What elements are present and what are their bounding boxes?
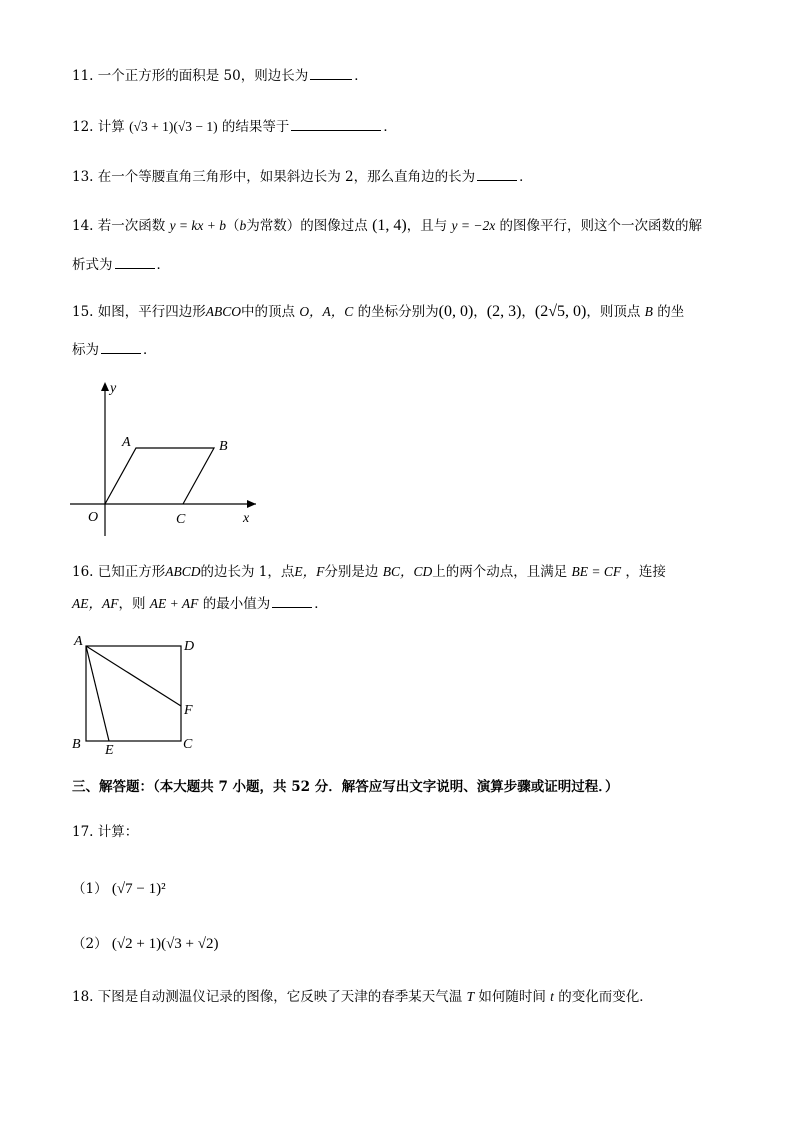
q16-expression: AE + AF <box>149 596 199 611</box>
q18-var-t-cap: T <box>466 989 475 1004</box>
label-d: D <box>184 639 195 654</box>
figure-15-parallelogram <box>60 378 270 538</box>
q16-text-2: 的边长为 1，点 <box>200 564 295 580</box>
q15-text-2: 中的顶点 <box>241 304 296 320</box>
q14-text-2: 为常数）的图像过点 <box>246 218 368 234</box>
square-abcd <box>86 646 181 741</box>
question-13 <box>72 167 533 187</box>
q15-vars: O，A，C <box>299 304 354 319</box>
q16-text-4: 上的两个动点，且满足 <box>432 564 568 580</box>
question-15-line-2 <box>72 340 157 360</box>
label-f: F <box>184 703 193 718</box>
question-12 <box>72 117 397 137</box>
q15-point-2: (2, 3) <box>486 303 522 320</box>
q16-text: 16. 已知正方形 <box>72 564 166 580</box>
question-11 <box>72 66 368 86</box>
q16-vars: E，F <box>294 564 325 579</box>
q17-p1-label: （1） <box>72 881 108 897</box>
q12-prefix: 12. 计算 <box>72 119 125 135</box>
q15-point-1: (0, 0) <box>438 303 474 320</box>
segment-ae <box>86 646 109 741</box>
q14-b-var: b <box>239 218 247 233</box>
label-a: A <box>122 435 131 450</box>
q15-b-var: B <box>644 304 653 319</box>
question-14-line-1 <box>72 216 702 236</box>
q14-text-3: ，且与 <box>406 218 448 234</box>
q16-name: ABCD <box>165 564 201 579</box>
answer-blank <box>101 341 141 354</box>
q14-function-2: y = −2x <box>451 218 496 233</box>
q14-text: 14. 若一次函数 <box>72 218 166 234</box>
answer-blank <box>272 595 312 608</box>
label-c: C <box>183 737 193 752</box>
q17-p2-expression: (√2 + 1)(√3 + √2) <box>111 936 219 952</box>
question-17-part-1 <box>72 879 166 899</box>
q13-text: 13. 在一个等腰直角三角形中，如果斜边长为 2，那么直角边的长为 <box>72 169 476 185</box>
figure-16-square <box>66 630 206 756</box>
section-3-title: 三、解答题：（本大题共 7 小题，共 52 分．解答应写出文字说明、演算步骤或证明过程．） <box>72 779 619 795</box>
q17-p1-expression: (√7 − 1)² <box>111 881 166 897</box>
answer-blank <box>477 168 517 181</box>
question-18 <box>72 987 653 1007</box>
q15-sep-1: ， <box>473 304 487 320</box>
q16-end: ． <box>314 596 328 612</box>
label-b: B <box>72 737 81 752</box>
q11-text: 11. 一个正方形的面积是 50，则边长为 <box>72 68 309 84</box>
q12-expression: (√3 + 1)(√3 − 1) <box>129 119 218 134</box>
q14-text-4: 的图像平行，则这个一次函数的解 <box>499 218 703 234</box>
q16-text-3: 分别是边 <box>324 564 379 580</box>
q16-text-7: 的最小值为 <box>202 596 271 612</box>
q12-end: ． <box>383 119 397 135</box>
q15-text: 15. 如图，平行四边形 <box>72 304 206 320</box>
q18-text-2: 如何随时间 <box>478 989 546 1005</box>
q16-vars-2: AE，AF <box>72 596 119 611</box>
parallelogram-abco <box>105 448 214 504</box>
q11-end: ． <box>354 68 368 84</box>
label-x: x <box>243 511 250 526</box>
question-17-title: 17. 计算： <box>72 824 139 840</box>
answer-blank <box>291 118 381 131</box>
label-o: O <box>88 510 99 525</box>
q15-text-6: 标为 <box>72 342 99 358</box>
q14-end: ． <box>156 257 170 273</box>
label-y: y <box>110 381 117 396</box>
label-c: C <box>176 512 186 527</box>
q12-suffix: 的结果等于 <box>221 119 290 135</box>
q15-sep-2: ， <box>521 304 535 320</box>
label-a: A <box>74 634 83 649</box>
q16-text-5: ，连接 <box>625 564 666 580</box>
q13-end: ． <box>519 169 533 185</box>
q18-text: 18. 下图是自动测温仪记录的图像，它反映了天津的春季某天气温 <box>72 989 463 1005</box>
segment-af <box>86 646 181 706</box>
question-16-line-1 <box>72 562 666 582</box>
q14-function: y = kx + b <box>169 218 227 233</box>
answer-blank <box>115 256 155 269</box>
q16-condition: BE = CF <box>571 564 622 579</box>
q15-text-4: ，则顶点 <box>586 304 641 320</box>
q18-var-t: t <box>550 989 554 1004</box>
label-e: E <box>105 743 114 756</box>
q15-end: ． <box>143 342 157 358</box>
q14-paren: （ <box>226 218 240 234</box>
question-16-line-2 <box>72 594 328 614</box>
question-14-line-2 <box>72 255 170 275</box>
q14-point: (1, 4) <box>372 217 407 234</box>
q15-text-3: 的坐标分别为 <box>357 304 439 320</box>
q16-text-6: ，则 <box>118 596 146 612</box>
q15-point-3: (2√5, 0) <box>534 303 587 320</box>
q18-text-3: 的变化而变化． <box>558 989 653 1005</box>
y-axis-arrow <box>101 382 109 391</box>
x-axis-arrow <box>247 500 256 508</box>
q17-p2-label: （2） <box>72 936 108 952</box>
q15-text-5: 的坐 <box>657 304 685 320</box>
question-17-part-2 <box>72 934 219 954</box>
label-b: B <box>219 439 228 454</box>
q14-text-5: 析式为 <box>72 257 113 273</box>
answer-blank <box>310 67 352 80</box>
q16-sides: BC，CD <box>382 564 433 579</box>
question-15-line-1 <box>72 302 684 322</box>
q15-name: ABCO <box>205 304 242 319</box>
